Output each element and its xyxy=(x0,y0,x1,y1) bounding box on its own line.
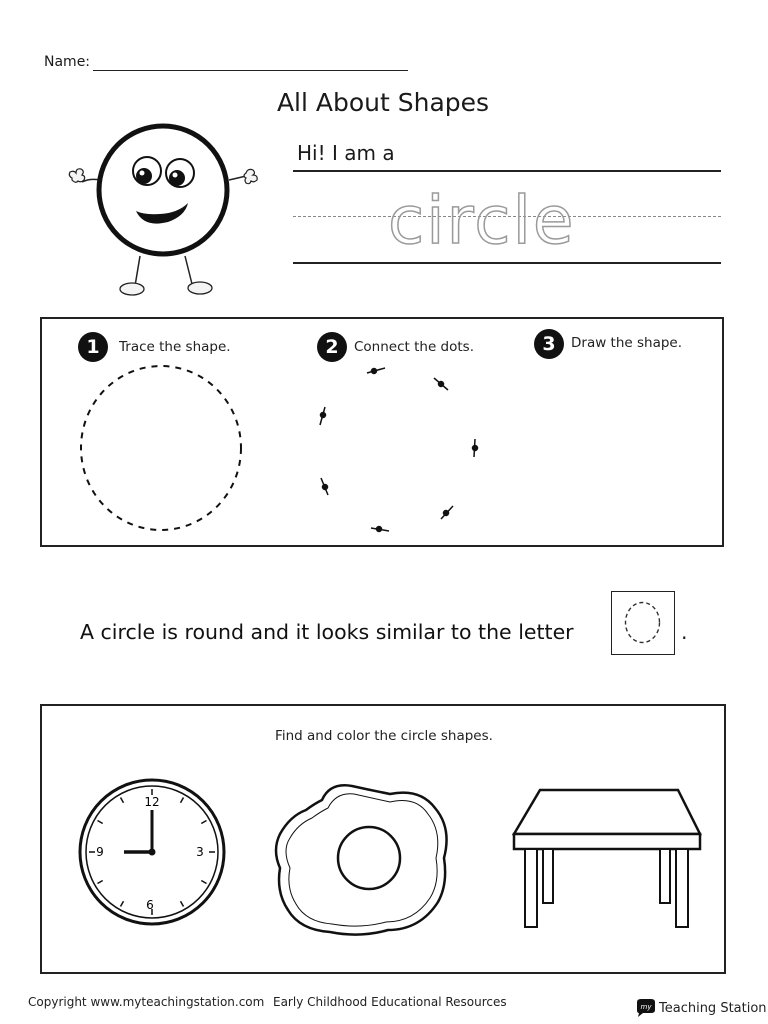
name-label: Name: xyxy=(44,54,91,70)
brand-name: Teaching Station xyxy=(659,1000,767,1016)
greeting-text: Hi! I am a xyxy=(297,141,395,165)
draw-area[interactable] xyxy=(540,365,715,535)
guide-top-line xyxy=(293,170,721,172)
svg-text:my: my xyxy=(640,1003,652,1011)
fried-egg-image[interactable] xyxy=(270,780,455,940)
clock-image[interactable] xyxy=(78,778,228,928)
step-2-badge: 2 xyxy=(317,332,347,362)
connect-dots-circle[interactable] xyxy=(305,360,495,540)
speech-bubble-logo-icon xyxy=(634,998,656,1018)
clock-number-6: 6 xyxy=(146,898,154,912)
step-2-text: Connect the dots. xyxy=(354,339,475,355)
clock-number-9: 9 xyxy=(96,845,104,859)
similar-letter-sentence: A circle is round and it looks similar to the letter xyxy=(80,620,574,644)
clock-number-3: 3 xyxy=(196,845,204,859)
trace-word[interactable]: circle xyxy=(388,182,576,259)
teaching-station-logo xyxy=(634,998,767,1018)
trace-circle[interactable] xyxy=(78,363,244,533)
footer-copyright: Copyright www.myteachingstation.com xyxy=(28,995,265,1009)
page-title: All About Shapes xyxy=(276,88,490,117)
step-3-text: Draw the shape. xyxy=(571,335,683,351)
table-image[interactable] xyxy=(510,786,706,932)
guide-bottom-line xyxy=(293,262,721,264)
step-1-text: Trace the shape. xyxy=(119,339,231,355)
circle-mascot-image xyxy=(60,118,270,303)
dashed-letter-o xyxy=(612,592,673,653)
name-write-line[interactable] xyxy=(93,70,408,71)
sentence-period: . xyxy=(681,620,688,644)
clock-number-12: 12 xyxy=(144,795,160,809)
footer-tagline: Early Childhood Educational Resources xyxy=(273,995,507,1009)
find-instruction: Find and color the circle shapes. xyxy=(275,728,493,744)
letter-o-box[interactable] xyxy=(611,591,675,655)
step-3-badge: 3 xyxy=(534,329,564,359)
step-1-badge: 1 xyxy=(78,332,108,362)
